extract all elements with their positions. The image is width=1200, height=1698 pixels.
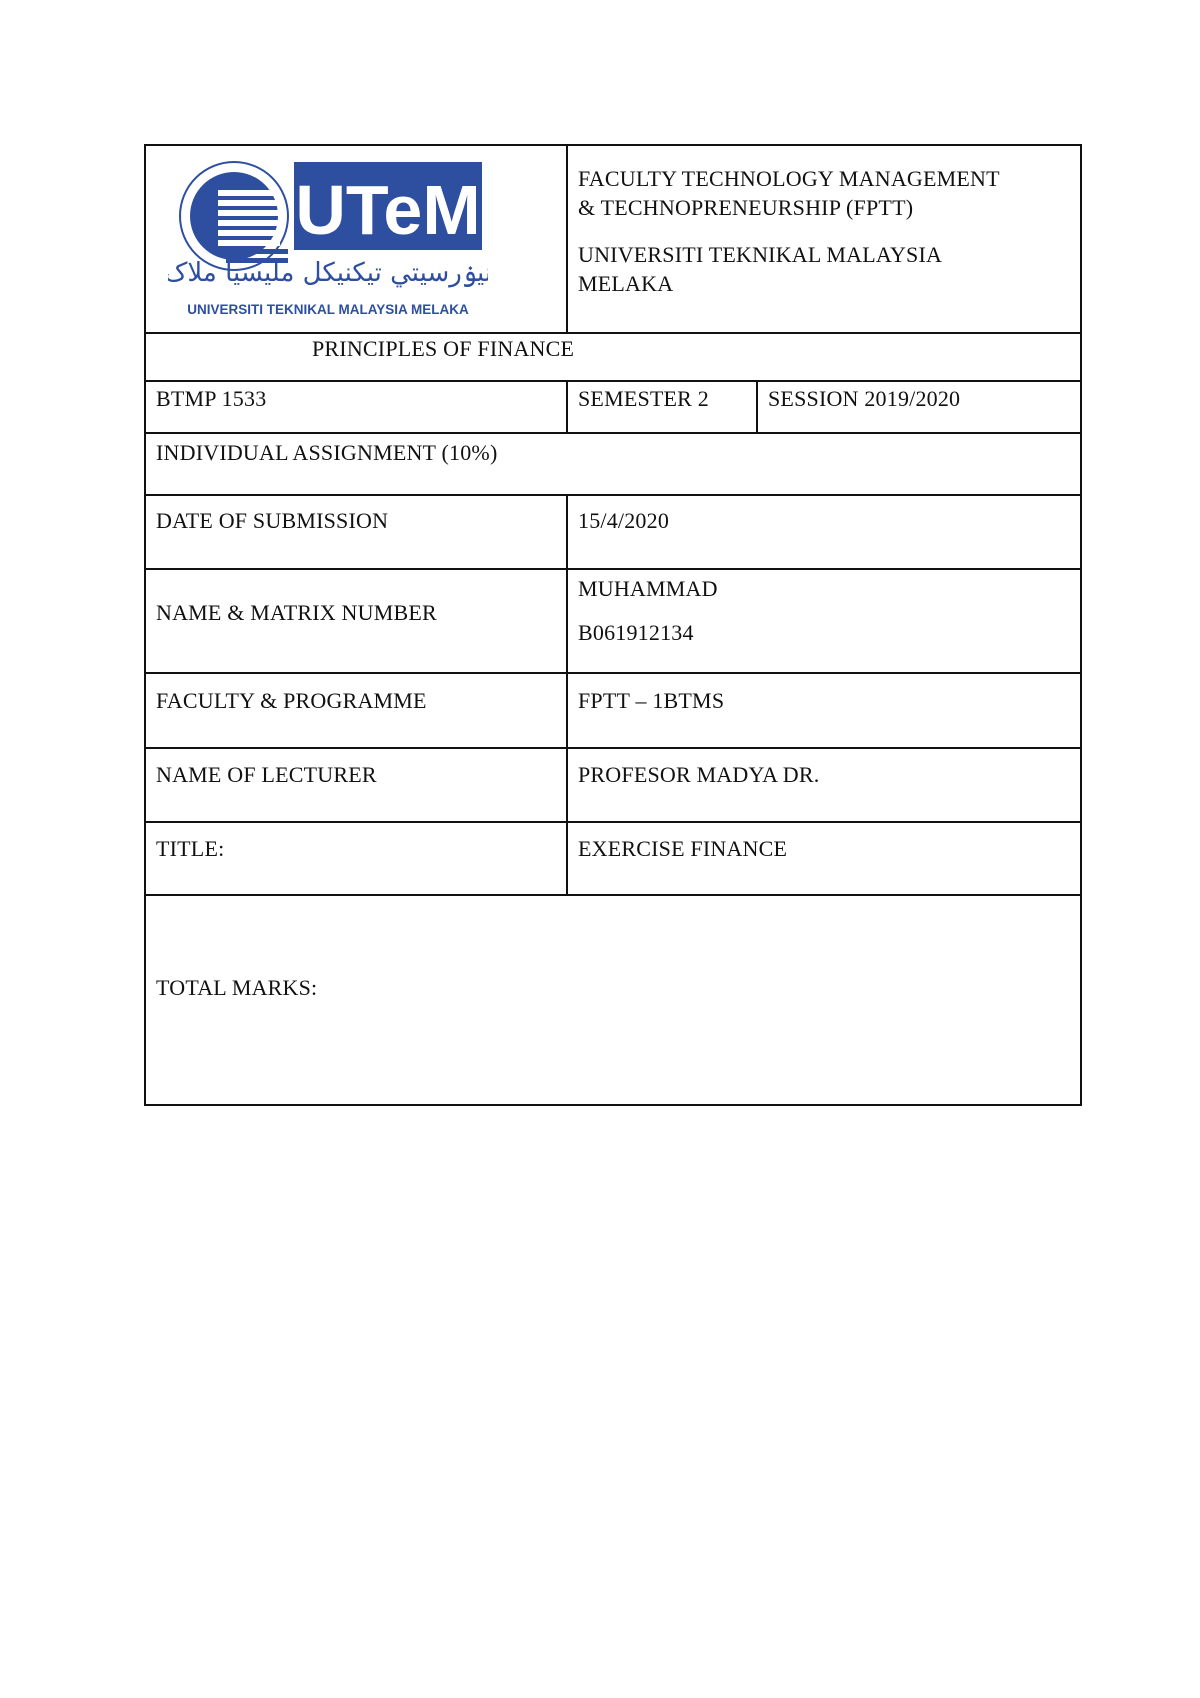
row-divider	[146, 380, 1080, 382]
column-divider	[566, 146, 568, 332]
logo-wordmark: UTeM	[295, 171, 481, 249]
faculty-programme-label: FACULTY & PROGRAMME	[156, 688, 427, 713]
utem-logo	[168, 146, 488, 324]
row-divider	[146, 672, 1080, 674]
title-label: TITLE:	[156, 836, 225, 861]
utem-logo-graphic	[168, 146, 488, 324]
name-matrix-label: NAME & MATRIX NUMBER	[156, 600, 437, 625]
row-divider	[146, 432, 1080, 434]
university-name-line1: UNIVERSITI TEKNIKAL MALAYSIA	[578, 242, 943, 267]
row-divider	[146, 894, 1080, 896]
course-code: BTMP 1533	[156, 386, 267, 411]
faculty-name-line1: FACULTY TECHNOLOGY MANAGEMENT	[578, 166, 1000, 191]
semester: SEMESTER 2	[578, 386, 709, 411]
logo-caption: UNIVERSITI TEKNIKAL MALAYSIA MELAKA	[187, 302, 469, 317]
total-marks-label: TOTAL MARKS:	[156, 975, 318, 1000]
assignment-type: INDIVIDUAL ASSIGNMENT (10%)	[156, 440, 498, 465]
row-divider	[146, 568, 1080, 570]
faculty-name-line2: & TECHNOPRENEURSHIP (FPTT)	[578, 195, 914, 220]
course-title: PRINCIPLES OF FINANCE	[312, 336, 575, 361]
faculty-programme-value: FPTT – 1BTMS	[578, 688, 725, 713]
row-divider	[146, 821, 1080, 823]
row-divider	[146, 332, 1080, 334]
column-divider	[566, 494, 568, 894]
session: SESSION 2019/2020	[768, 386, 961, 411]
assignment-title: EXERCISE FINANCE	[578, 836, 788, 861]
submission-date: 15/4/2020	[578, 508, 670, 533]
cover-sheet-table	[144, 144, 1082, 1106]
student-name: MUHAMMAD	[578, 576, 718, 601]
lecturer-name: PROFESOR MADYA DR.	[578, 762, 820, 787]
row-divider	[146, 747, 1080, 749]
logo-jawi-text: اونيۏرسيتي تيکنيکل مليسيا ملاک	[168, 258, 488, 288]
lecturer-label: NAME OF LECTURER	[156, 762, 377, 787]
row-divider	[146, 494, 1080, 496]
submission-label: DATE OF SUBMISSION	[156, 508, 389, 533]
column-divider	[566, 380, 568, 432]
column-divider	[756, 380, 758, 432]
university-name-line2: MELAKA	[578, 271, 674, 296]
matrix-number: B061912134	[578, 620, 694, 645]
